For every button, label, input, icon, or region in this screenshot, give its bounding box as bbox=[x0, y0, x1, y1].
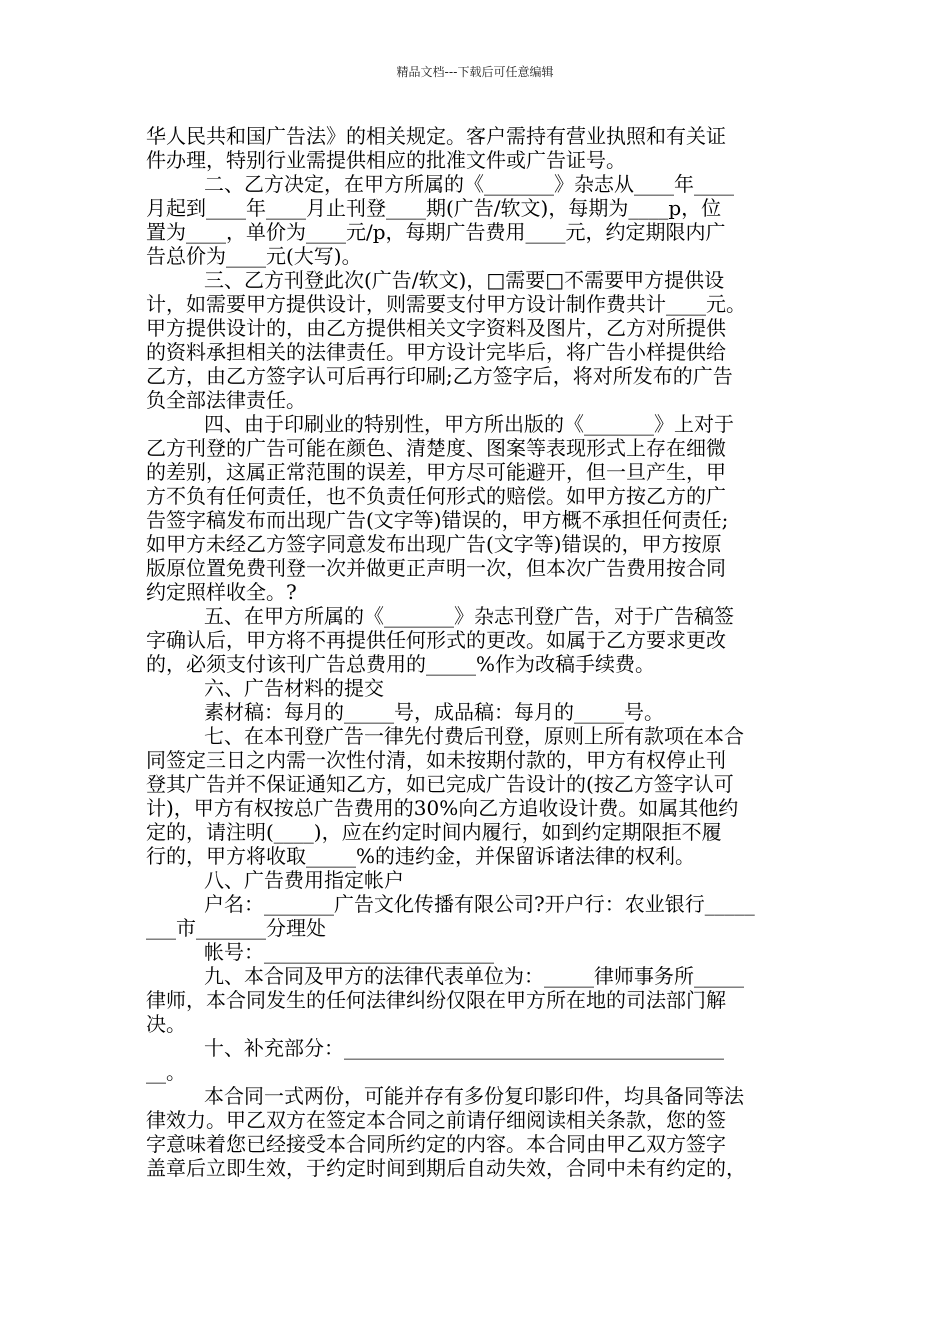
document-line: 乙方，由乙方签字认可后再行印刷;乙方签字后，将对所发布的广告 bbox=[146, 364, 733, 388]
document-line: 方不负有任何责任，也不负责任何形式的赔偿。如甲方按乙方的广 bbox=[146, 484, 726, 508]
document-line: 置为____，单价为____元/p，每期广告费用____元，约定期限内广 bbox=[146, 220, 726, 244]
document-line: ___市_______分理处 bbox=[146, 916, 326, 940]
document-line: 户名：_______广告文化传播有限公司?开户行：农业银行_____ bbox=[204, 892, 755, 916]
document-line: 计)，甲方有权按总广告费用的30%向乙方追收设计费。如属其他约 bbox=[146, 796, 739, 820]
document-line: 帐号：_______________________ bbox=[204, 940, 494, 964]
document-line: 件办理，特别行业需提供相应的批准文件或广告证号。 bbox=[146, 148, 626, 172]
document-line: 七、在本刊登广告一律先付费后刊登，原则上所有款项在本合 bbox=[204, 724, 744, 748]
page-header: 精品文档---下载后可任意编辑 bbox=[396, 65, 554, 79]
document-line: 五、在甲方所属的《_______》杂志刊登广告，对于广告稿签 bbox=[204, 604, 734, 628]
document-line: 八、广告费用指定帐户 bbox=[204, 868, 404, 892]
document-line: 甲方提供设计的，由乙方提供相关文字资料及图片，乙方对所提供 bbox=[146, 316, 726, 340]
document-line: 决。 bbox=[146, 1012, 186, 1036]
document-line: 约定照样收全。? bbox=[146, 580, 297, 604]
document-line: 字确认后，甲方将不再提供任何形式的更改。如属于乙方要求更改 bbox=[146, 628, 726, 652]
document-line: 十、补充部分：______________________________________ bbox=[204, 1036, 724, 1060]
document-line: 定的，请注明(____)，应在约定时间内履行，如到约定期限拒不履 bbox=[146, 820, 722, 844]
document-line: 同签定三日之内需一次性付清，如未按期付款的，甲方有权停止刊 bbox=[146, 748, 726, 772]
document-line: 的，必须支付该刊广告总费用的_____%作为改稿手续费。 bbox=[146, 652, 656, 676]
document-line: 行的，甲方将收取_____%的违约金，并保留诉诸法律的权利。 bbox=[146, 844, 696, 868]
document-line: 盖章后立即生效，于约定时间到期后自动失效，合同中未有约定的， bbox=[146, 1156, 746, 1180]
document-line: 律师，本合同发生的任何法律纠纷仅限在甲方所在地的司法部门解 bbox=[146, 988, 726, 1012]
document-line: 的差别，这属正常范围的误差，甲方尽可能避开，但一旦产生，甲 bbox=[146, 460, 726, 484]
document-body bbox=[146, 124, 822, 1180]
document-line: 告总价为____元(大写)。 bbox=[146, 244, 362, 268]
document-line: 二、乙方决定，在甲方所属的《_______》杂志从____年____ bbox=[204, 172, 734, 196]
document-line: 华人民共和国广告法》的相关规定。客户需持有营业执照和有关证 bbox=[146, 124, 726, 148]
document-line: 乙方刊登的广告可能在颜色、清楚度、图案等表现形式上存在细微 bbox=[146, 436, 726, 460]
document-line: 字意味着您已经接受本合同所约定的内容。本合同由甲乙双方签字 bbox=[146, 1132, 726, 1156]
document-line: 的资料承担相关的法律责任。甲方设计完毕后，将广告小样提供给 bbox=[146, 340, 726, 364]
document-line: 月起到____年____月止刊登____期(广告/软文)，每期为____p，位 bbox=[146, 196, 722, 220]
document-line: __。 bbox=[146, 1060, 186, 1084]
document-line: 三、乙方刊登此次(广告/软文)，□需要□不需要甲方提供设 bbox=[204, 268, 725, 292]
document-line: 计，如需要甲方提供设计，则需要支付甲方设计制作费共计____元。 bbox=[146, 292, 746, 316]
document-line: 版原位置免费刊登一次并做更正声明一次，但本次广告费用按合同 bbox=[146, 556, 726, 580]
document-line: 如甲方未经乙方签字同意发布出现广告(文字等)错误的，甲方按原 bbox=[146, 532, 722, 556]
document-line: 登其广告并不保证通知乙方，如已完成广告设计的(按乙方签字认可 bbox=[146, 772, 734, 796]
document-line: 四、由于印刷业的特别性，甲方所出版的《_______》上对于 bbox=[204, 412, 734, 436]
document-line: 素材稿：每月的_____号，成品稿：每月的_____号。 bbox=[204, 700, 664, 724]
document-line: 告签字稿发布而出现广告(文字等)错误的，甲方概不承担任何责任; bbox=[146, 508, 729, 532]
document-line: 负全部法律责任。 bbox=[146, 388, 306, 412]
document-line: 律效力。甲乙双方在签定本合同之前请仔细阅读相关条款，您的签 bbox=[146, 1108, 726, 1132]
document-line: 本合同一式两份，可能并存有多份复印影印件，均具备同等法 bbox=[204, 1084, 744, 1108]
document-line: 九、本合同及甲方的法律代表单位为：_____律师事务所_____ bbox=[204, 964, 744, 988]
document-line: 六、广告材料的提交 bbox=[204, 676, 384, 700]
